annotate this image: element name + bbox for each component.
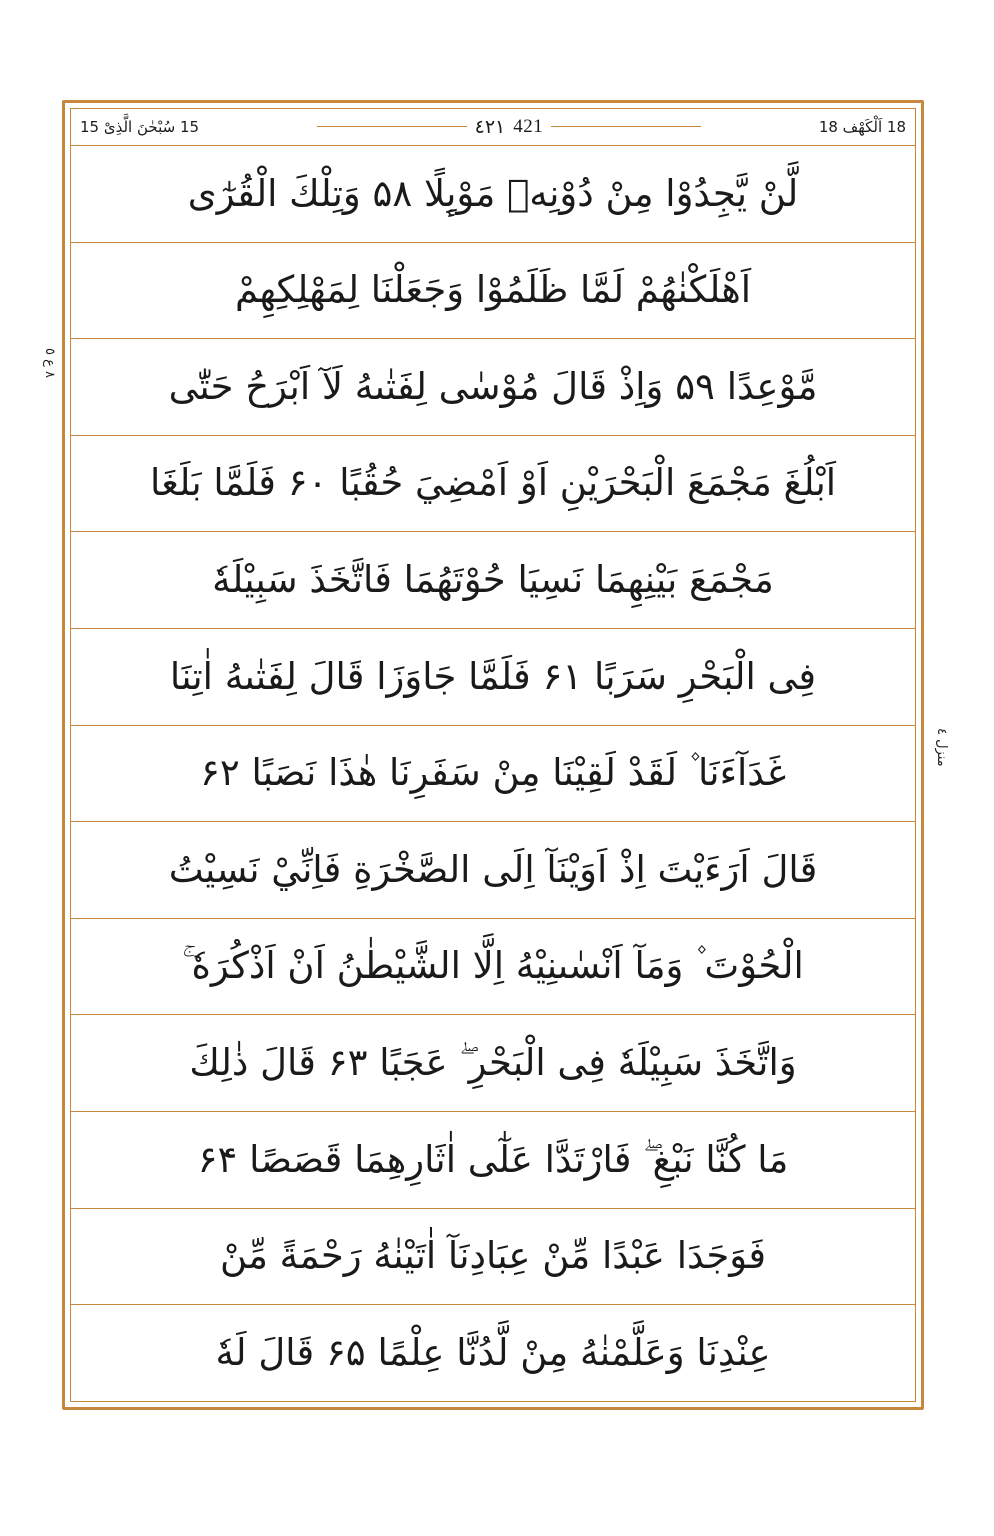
ayah-line [70, 146, 916, 243]
ayah-line [70, 532, 916, 629]
header-rule-left [317, 126, 467, 128]
page-number-arabic: ٤٢١ [474, 115, 506, 138]
ayah-line [70, 1112, 916, 1209]
margin-marker-manzil: منزل ٤ [934, 728, 949, 767]
ayah-line [70, 436, 916, 533]
ayah-lines [70, 146, 916, 1402]
ayah-line [70, 629, 916, 726]
ayah-line-text: اَبْلُغَ مَجْمَعَ الْبَحْرَيْنِ اَوْ اَمْضِيَ حُقُبًا ۶۰ فَلَمَّا بَلَغَا [149, 461, 837, 505]
ayah-line-text: اَهْلَكْنٰهُمْ لَمَّا ظَلَمُوْا وَجَعَلْنَا لِمَهْلِكِهِمْ [234, 268, 752, 312]
page-header [70, 108, 916, 146]
header-juz-label: 15 سُبْحٰنَ الَّذِىْ 15 [80, 117, 200, 136]
ayah-line-text: مَجْمَعَ بَيْنِهِمَا نَسِيَا حُوْتَهُمَا فَاتَّخَذَ سَبِيْلَهٗ [212, 558, 774, 602]
ayah-line-text: قَالَ اَرَءَيْتَ اِذْ اَوَيْنَآ اِلَى الصَّخْرَةِ فَاِنِّيْ نَسِيْتُ [168, 847, 818, 891]
ayah-line-text: لَّنْ يَّجِدُوْا مِنْ دُوْنِهٖ مَوْىِٕلًا ۵۸ وَتِلْكَ الْقُرٰٓى [187, 171, 799, 215]
ayah-line [70, 822, 916, 919]
header-surah-label: 18 اَلْكَهْف 18 [818, 117, 906, 136]
ayah-line [70, 1305, 916, 1402]
ayah-line [70, 1015, 916, 1112]
ayah-line [70, 243, 916, 340]
ayah-line-text: مَّوْعِدًا ۵۹ وَاِذْ قَالَ مُوْسٰى لِفَتٰىهُ لَآ اَبْرَحُ حَتّٰى [168, 364, 818, 408]
ayah-line [70, 339, 916, 436]
header-rule-right [551, 126, 701, 128]
ayah-line-text: الْحُوْتَ ۫ وَمَآ اَنْسٰىنِيْهُ اِلَّا الشَّيْطٰنُ اَنْ اَذْكُرَهٗ ۚ [182, 944, 804, 988]
ayah-line-text: فِى الْبَحْرِ سَرَبًا ۶۱ فَلَمَّا جَاوَزَا قَالَ لِفَتٰىهُ اٰتِنَا [169, 654, 817, 698]
ayah-line-text: مَا كُنَّا نَبْغِ ۖ فَارْتَدَّا عَلٰٓى اٰثَارِهِمَا قَصَصًا ۶۴ [197, 1137, 789, 1181]
ayah-line-text: فَوَجَدَا عَبْدًا مِّنْ عِبَادِنَآ اٰتَيْنٰهُ رَحْمَةً مِّنْ [219, 1234, 767, 1278]
ayah-line-text: غَدَآءَنَا ۫ لَقَدْ لَقِيْنَا مِنْ سَفَرِنَا هٰذَا نَصَبًا ۶۲ [199, 751, 787, 795]
ayah-line-text: وَاتَّخَذَ سَبِيْلَهٗ فِى الْبَحْرِ ۖ عَجَبًا ۶۳ قَالَ ذٰلِكَ [189, 1041, 797, 1085]
ayah-line [70, 1209, 916, 1306]
margin-marker-ruku: ٨ ع ٥ [42, 348, 57, 378]
ayah-line-text: عِنْدِنَا وَعَلَّمْنٰهُ مِنْ لَّدُنَّا عِلْمًا ۶۵ قَالَ لَهٗ [215, 1331, 771, 1375]
ayah-line [70, 726, 916, 823]
ayah-line [70, 919, 916, 1016]
page-number-group [199, 116, 819, 138]
page-number-latin: 421 [513, 115, 544, 137]
